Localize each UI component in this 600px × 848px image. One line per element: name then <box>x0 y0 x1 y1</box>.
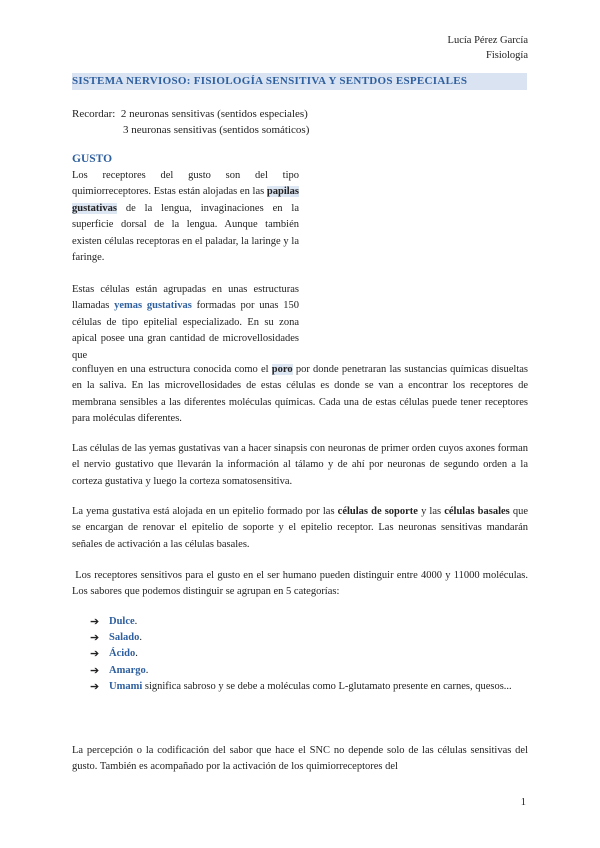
text: que se encargan de renovar el epitelio de soporte y el epitelio receptor. Las neuronas sensitivas mandarán señales de activación a las células basales. <box>72 506 529 550</box>
flavor-text: significa sabroso y se debe a moléculas como L-glutamato presente en carnes, quesos... <box>142 680 512 692</box>
flavor-name: Amargo <box>109 664 146 676</box>
text: confluyen en una estructura conocida como el <box>72 364 272 375</box>
paragraph-molecules: Los receptores sensitivos para el gusto en el ser humano pueden distinguir entre 4000 y 11000 moléculas. Los sabores que podemos distinguir se agrupan en 5 categorías: <box>72 570 531 598</box>
text: La yema gustativa está alojada en un epitelio formado por las <box>72 506 338 517</box>
flavor-list <box>90 614 528 695</box>
recall-label: Recordar: <box>72 108 116 120</box>
arrow-icon: ➔ <box>90 664 100 677</box>
text: por donde penetraran las sustancias químicas disueltas en la saliva. En las microvellosidades de estas células es donde se van a encontrar los receptores de membrana sensibles a las diferentes moléculas químicas. Cada una de estas células puede tener receptores para moléculas diferentes. <box>72 364 528 425</box>
paragraph-receptors <box>72 168 299 266</box>
paragraph-buds-bottom <box>72 362 528 428</box>
text: y las <box>417 506 445 517</box>
list-item <box>90 663 528 679</box>
text: de la lengua, invaginaciones en la superficie dorsal de la lengua. Aunque también existen células receptoras en el paladar, la laringe y la faringe. <box>72 202 299 264</box>
paragraph-perception: La percepción o la codificación del sabor que hace el SNC no depende solo de las células sensitivas del gusto. También es acompañado por la activación de los quimiorreceptores del <box>72 745 528 773</box>
flavor-text: . <box>134 616 138 627</box>
recall-line-2: 3 neuronas sensitivas (sentidos somáticos) <box>123 124 310 136</box>
section-title: GUSTO <box>72 153 113 165</box>
flavor-name: Salado <box>109 632 140 644</box>
paragraph-synapse: Las células de las yemas gustativas van a hacer sinapsis con neuronas de primer orden cuyos axones forman el nervio gustativo que llevarán la información al tálamo y de ahí por neuronas de segundo orden a la corteza gustativa y luego la corteza somatosensitiva. <box>72 443 528 487</box>
list-item <box>90 630 528 646</box>
bold-term: células de soporte <box>337 506 418 517</box>
paragraph-buds-top <box>72 282 299 364</box>
flavor-name: Dulce <box>109 616 135 627</box>
flavor-text: . <box>139 632 142 644</box>
page-header <box>448 33 528 63</box>
paragraph-epithelium <box>72 504 528 553</box>
recall-line-1: 2 neuronas sensitivas (sentidos especiales) <box>120 108 308 120</box>
arrow-icon: ➔ <box>90 616 100 628</box>
text: Los receptores del gusto son del tipo quimiorreceptores. Estas están alojadas en las <box>72 170 299 198</box>
flavor-text: . <box>145 664 149 676</box>
highlight-term: papilas gustativas <box>72 186 299 214</box>
list-item <box>90 679 528 695</box>
highlight-term: poro <box>271 364 293 375</box>
bold-term: células basales <box>444 506 510 517</box>
flavor-name: Umami <box>109 680 143 692</box>
text: Estas células están agrupadas en unas estructuras llamadas <box>72 284 299 312</box>
header-author: Lucía Pérez García <box>447 35 528 46</box>
highlight-term: yemas gustativas <box>114 300 192 312</box>
document-title: SISTEMA NERVIOSO: FISIOLOGÍA SENSITIVA Y SENTDOS ESPECIALES <box>72 73 527 90</box>
header-subject: Fisiología <box>485 50 528 61</box>
page-number: 1 <box>520 797 526 808</box>
flavor-text: . <box>135 648 138 660</box>
arrow-icon: ➔ <box>90 680 100 693</box>
text: formadas por unas 150 células de tipo epitelial especializado. En su zona apical posee una gran cantidad de microvellosidades que <box>72 300 299 361</box>
arrow-icon: ➔ <box>90 632 100 645</box>
flavor-name: Ácido <box>109 648 136 660</box>
arrow-icon: ➔ <box>90 648 100 661</box>
list-item <box>90 646 528 662</box>
list-item <box>90 614 528 630</box>
recall-note <box>72 106 309 138</box>
